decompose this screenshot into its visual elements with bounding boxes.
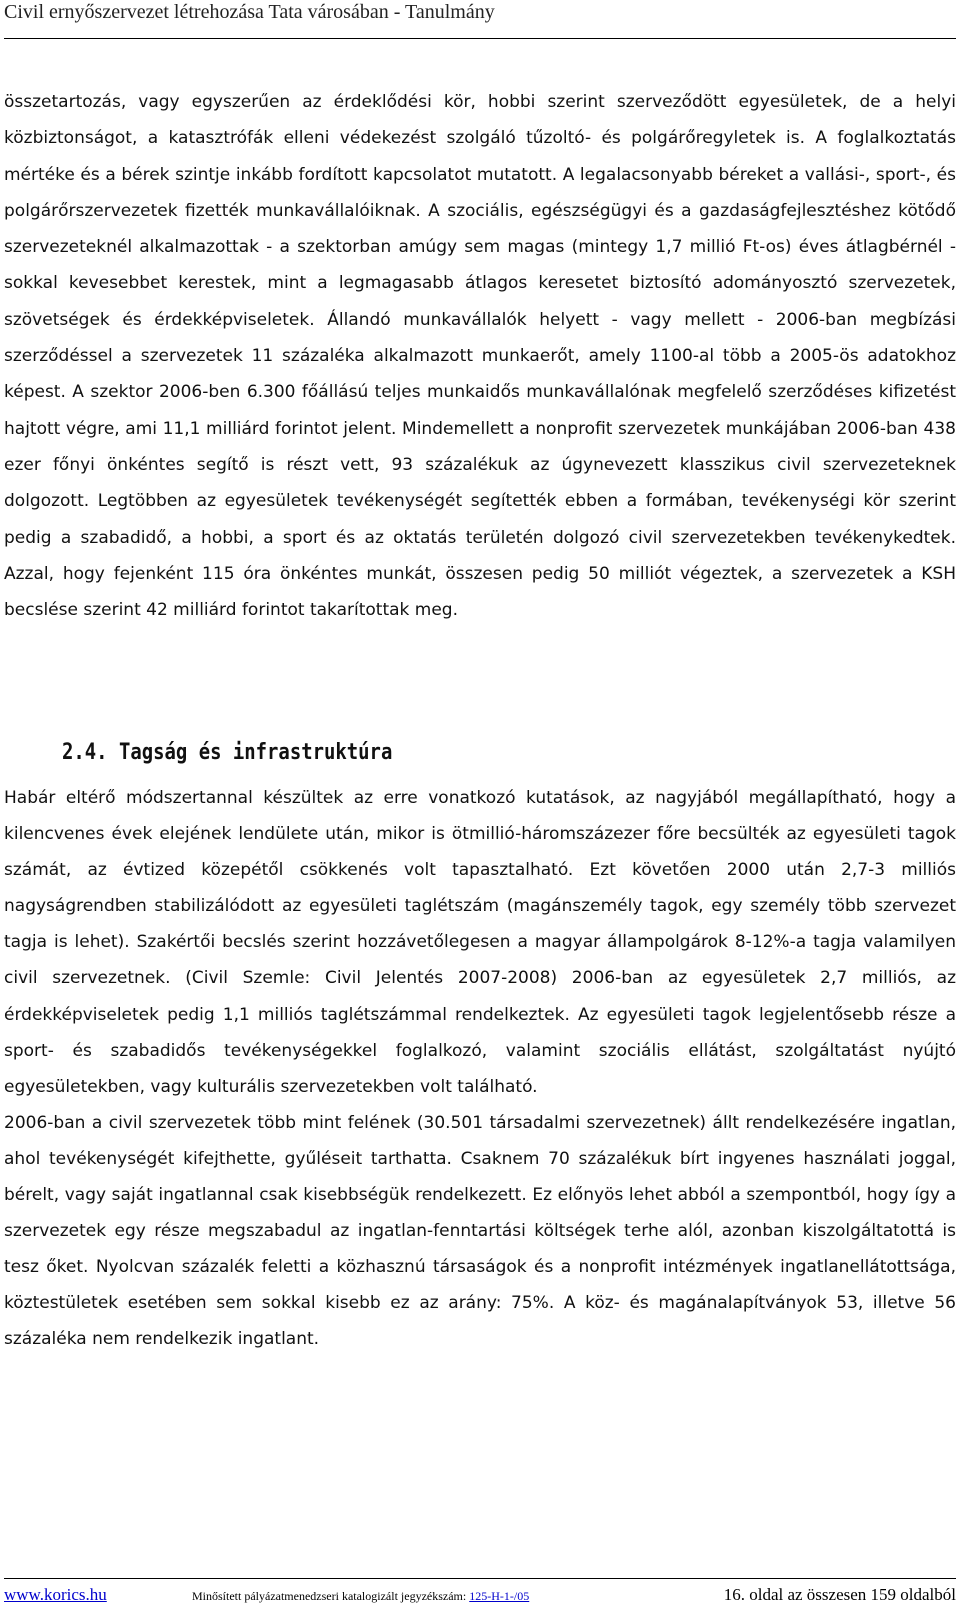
page-number: 16. oldal az összesen 159 oldalból <box>723 1585 956 1604</box>
body-section-2 <box>4 780 956 1358</box>
catalog-code-link[interactable]: 125-H-1-/05 <box>469 1589 530 1603</box>
body-section-1 <box>4 84 956 628</box>
catalog-note <box>192 1587 529 1605</box>
catalog-text: Minősített pályázatmenedzseri katalogizált jegyzékszám: <box>192 1589 470 1603</box>
paragraph-employment: összetartozás, vagy egyszerűen az érdeklődési kör, hobbi szerint szerveződött egyesületek, de a helyi közbiztonságot, a katasztrófák elleni védekezést szolgáló tűzoltó- és polgárőregyletek is. A foglalkoztatás mértéke és a bérek szintje inkább fordított kapcsolatot mutatott. A legalacsonyabb béreket a vallási-, sport-, és polgárőrszervezetek fizették munkavállalóiknak. A szociális, egészségügyi és a gazdaságfejlesztéshez kötődő szervezeteknél alkalmazottak - a szektorban amúgy sem magas (mintegy 1,7 millió Ft-os) éves átlagbérnél - sokkal kevesebbet kerestek, mint a legmagasabb átlagos keresetet biztosító adományosztó szervezetek, szövetségek és érdekképviseletek. Állandó munkavállalók helyett - vagy mellett - 2006-ban megbízási szerződéssel a szervezetek 11 százaléka alkalmazott munkaerőt, amely 1100-al több a 2005-ös adatokhoz képest. A szektor 2006-ben 6.300 főállású teljes munkaidős munkavállalónak megfelelő szerződéses kifizetést hajtott végre, ami 11,1 milliárd forintot jelent. Mindemellett a nonprofit szervezetek munkájában 2006-ban 438 ezer főnyi önkéntes segítő is részt vett, 93 százalékuk az úgynevezett klasszikus civil szervezeteknek dolgozott. Legtöbben az egyesületek tevékenységét segítették ebben a formában, tevékenységi kör szerint pedig a szabadidő, a hobbi, a sport és az oktatás területén dolgozó civil szervezetekben tevékenykedtek. Azzal, hogy fejenként 115 óra önkéntes munkát, összesen pedig 50 milliót végeztek, a szervezetek a KSH becslése szerint 42 milliárd forintot takarítottak meg. <box>4 92 956 621</box>
running-header: Civil ernyőszervezet létrehozása Tata városában - Tanulmány <box>4 1 495 23</box>
header-rule <box>4 38 956 39</box>
paragraph-infrastructure: 2006-ban a civil szervezetek több mint felének (30.501 társadalmi szervezetnek) állt rendelkezésére ingatlan, ahol tevékenységét kifejthette, gyűléseit tarthatta. Csaknem 70 százalékuk bírt ingyenes használati joggal, bérelt, vagy saját ingatlannal csak kisebbségük rendelkezett. Ez előnyös lehet abból a szempontból, hogy így a szervezetek egy része megszabadul az ingatlan-fenntartási költségek terhe alól, azonban kiszolgáltatottá is tesz őket. Nyolcvan százalék feletti a közhasznú társaságok és a nonprofit intézmények ingatlanellátottsága, köztestületek esetében sem sokkal kisebb ez az arány: 75%. A köz- és magánalapítványok 53, illetve 56 százaléka nem rendelkezik ingatlant. <box>4 1112 956 1350</box>
paragraph-membership: Habár eltérő módszertannal készültek az erre vonatkozó kutatások, az nagyjából megállapítható, hogy a kilencvenes évek elejének lendülete után, mikor is ötmillió-háromszázezer főre becsülték az egyesületi tagok számát, az évtized közepétől csökkenés volt tapasztalható. Ezt követően 2000 után 2,7-3 milliós nagyságrendben stabilizálódott az egyesületi taglétszám (magánszemély tagok, egy személy több szervezet tagja is lehet). Szakértői becslés szerint hozzávetőlegesen a magyar állampolgárok 8-12%-a tagja valamilyen civil szervezetnek. (Civil Szemle: Civil Jelentés 2007-2008) 2006-ban az egyesületek 2,7 milliós, az érdekképviseletek pedig 1,1 milliós taglétszámmal rendelkeztek. Az egyesületi tagok legjelentősebb része a sport- és szabadidős tevékenységekkel foglalkozó, valamint szociális ellátást, szolgáltatást nyújtó egyesületekben, vagy kulturális szervezetekben volt található. <box>4 788 956 1097</box>
footer-rule <box>4 1578 956 1579</box>
page-footer <box>4 1584 956 1606</box>
section-heading: 2.4. Tagság és infrastruktúra <box>62 740 393 765</box>
site-link[interactable]: www.korics.hu <box>4 1585 107 1604</box>
